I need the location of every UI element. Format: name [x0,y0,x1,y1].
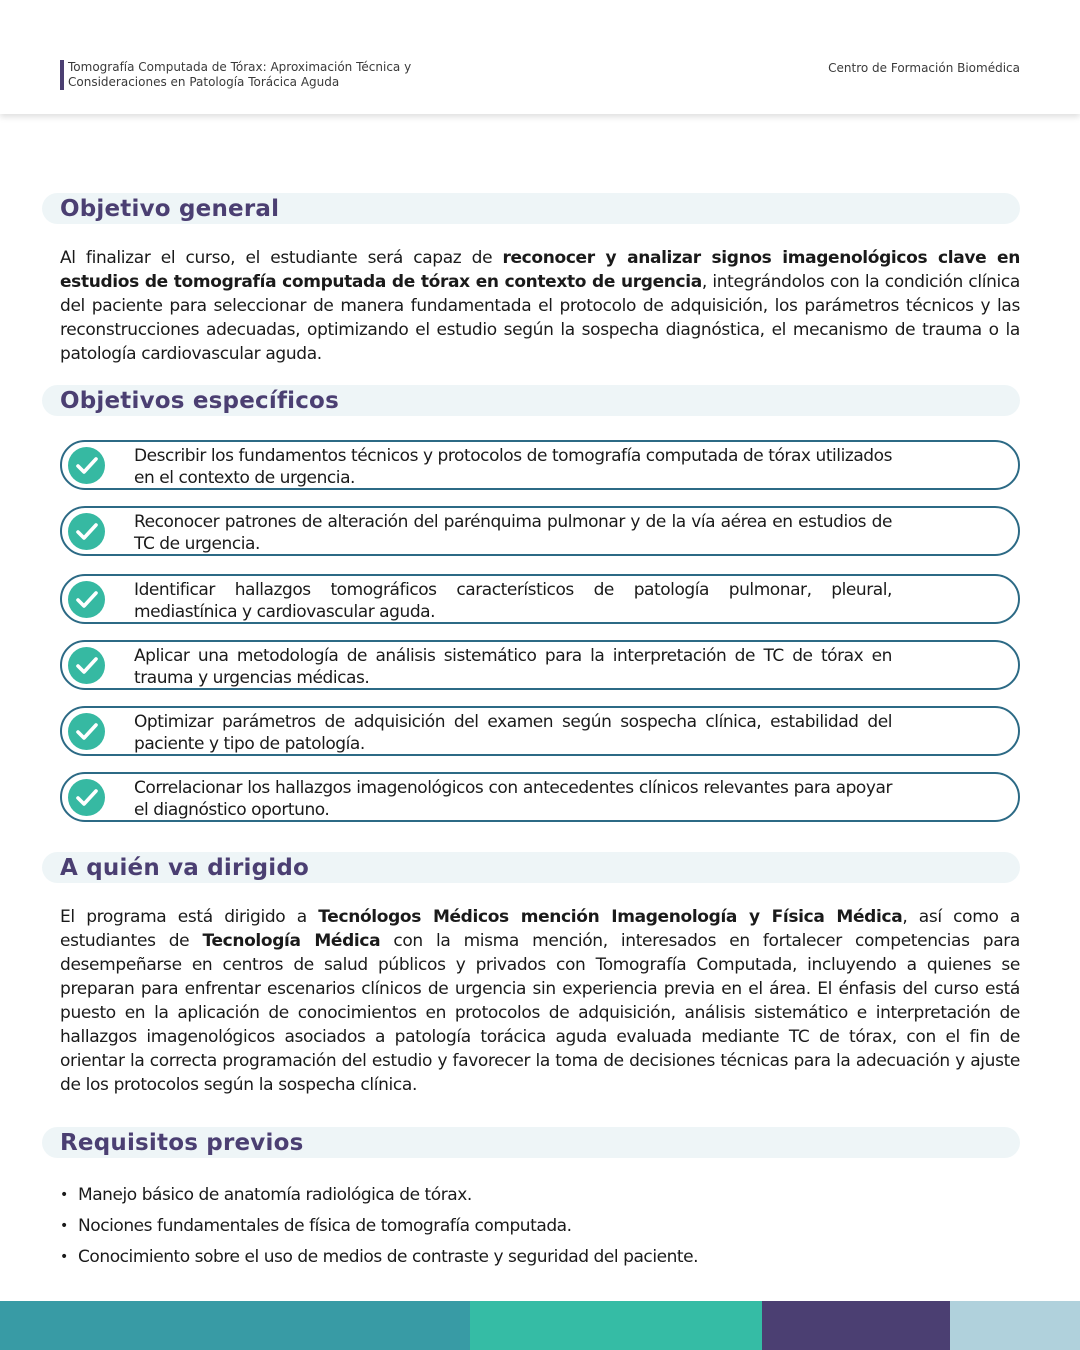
document-title: Tomografía Computada de Tórax: Aproximación Técnica y Consideraciones en Patología Torácica Aguda [60,60,480,90]
audience-paragraph [60,905,1020,1097]
list-item-text: Nociones fundamentales de física de tomografía computada. [78,1216,572,1236]
check-circle-icon [68,713,105,750]
check-circle-icon [68,647,105,684]
section-heading-text: Objetivos específicos [60,388,339,414]
page-header [0,0,1080,114]
objective-item [60,574,1020,624]
list-item [60,1180,1020,1211]
section-heading-audience [42,852,1020,883]
list-item-text: Conocimiento sobre el uso de medios de contraste y seguridad del paciente. [78,1247,699,1267]
check-circle-icon [68,447,105,484]
text-fragment: con la misma mención, interesados en fortalecer competencias para desempeñarse en centros de salud públicos y privados con Tomografía Computada, incluyendo a quienes se preparan para enfrentar escenarios clínicos de urgencia sin experiencia previa en el área. El énfasis del curso está puesto en la aplicación de conocimientos en protocolos de adquisición, análisis sistemático e interpretación de hallazgos imagenológicos asociados a patología torácica aguda evaluada mediante TC de tórax, con el fin de orientar la correcta programación del estudio y favorecer la toma de decisiones técnicas para la adecuación y ajuste de los protocolos según la sospecha clínica. [60,931,1020,1095]
footer-segment-teal [0,1301,470,1350]
check-circle-icon [68,581,105,618]
objective-text: Describir los fundamentos técnicos y protocolos de tomografía computada de tórax utilizados en el contexto de urgencia. [134,446,892,488]
objective-item [60,772,1020,822]
footer-segment-lightblue [950,1301,1080,1350]
organization-name: Centro de Formación Biomédica [828,61,1020,75]
bullet-icon: • [60,1218,68,1234]
objective-item [60,440,1020,490]
footer-color-bar [0,1301,1080,1350]
section-heading-text: Objetivo general [60,196,280,222]
objective-text: Aplicar una metodología de análisis sistemático para la interpretación de TC de tórax en trauma y urgencias médicas. [134,646,892,688]
list-item-text: Manejo básico de anatomía radiológica de tórax. [78,1185,472,1205]
section-heading-text: Requisitos previos [60,1130,304,1156]
section-heading-text: A quién va dirigido [60,855,310,881]
objective-text: Identificar hallazgos tomográficos característicos de patología pulmonar, pleural, mediastínica y cardiovascular aguda. [134,580,892,622]
objective-text: Optimizar parámetros de adquisición del examen según sospecha clínica, estabilidad del paciente y tipo de patología. [134,712,892,754]
footer-segment-purple [762,1301,950,1350]
check-circle-icon [68,779,105,816]
objective-text: Reconocer patrones de alteración del parénquima pulmonar y de la vía aérea en estudios de TC de urgencia. [134,512,892,554]
bullet-icon: • [60,1249,68,1265]
text-fragment: , así como a estudiantes de [60,907,1020,951]
section-heading-prerequisites [42,1127,1020,1158]
prerequisites-list [60,1180,1020,1273]
emphasis-text: Tecnología Médica [202,931,381,951]
bullet-icon: • [60,1187,68,1203]
objective-item [60,706,1020,756]
footer-segment-green [470,1301,762,1350]
objective-item [60,640,1020,690]
objective-item [60,506,1020,556]
text-fragment: El programa está dirigido a [60,907,319,927]
emphasis-text: Tecnólogos Médicos mención Imagenología y Física Médica [318,907,903,927]
list-item [60,1242,1020,1273]
section-heading-specific-objectives [42,385,1020,416]
section-heading-general-objective [42,193,1020,224]
text-fragment: , integrándolos con la condición clínica del paciente para seleccionar de manera fundamentada el protocolo de adquisición, los parámetros técnicos y las reconstrucciones adecuadas, optimizando el estudio según la sospecha diagnóstica, el mecanismo de trauma o la patología cardiovascular aguda. [60,272,1020,364]
objective-text: Correlacionar los hallazgos imagenológicos con antecedentes clínicos relevantes para apoyar el diagnóstico oportuno. [134,778,892,820]
list-item [60,1211,1020,1242]
general-objective-paragraph [60,246,1020,366]
text-fragment: Al finalizar el curso, el estudiante será capaz de [60,248,503,268]
emphasis-text: reconocer y analizar signos imagenológicos clave en estudios de tomografía computada de tórax en contexto de urgencia [60,248,1020,292]
check-circle-icon [68,513,105,550]
